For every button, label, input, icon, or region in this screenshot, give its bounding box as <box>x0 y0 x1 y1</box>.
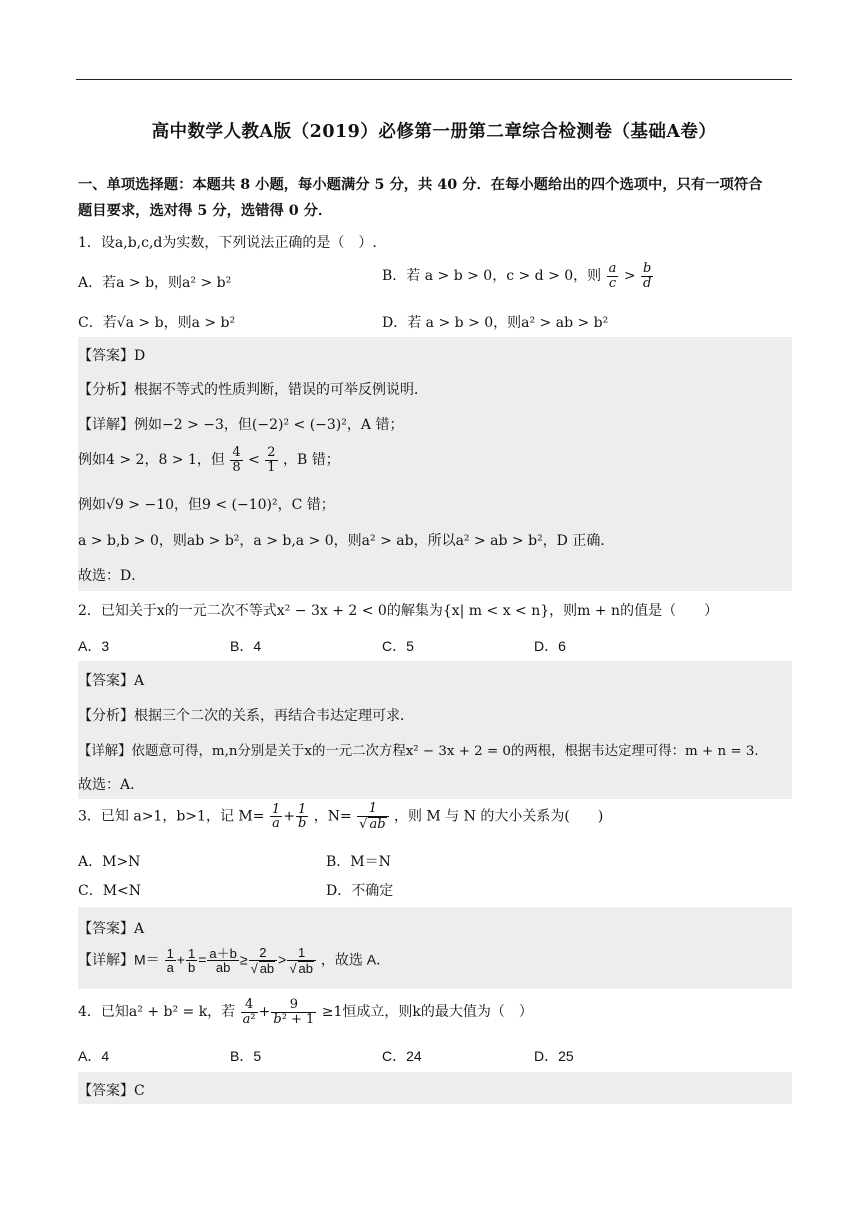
header-rule <box>76 79 792 80</box>
q1-detail-1: 【详解】例如−2 > −3，但(−2)² < (−3)²，A 错； <box>78 417 404 433</box>
q1-analysis: 【分析】根据不等式的性质判断，错误的可举反例说明． <box>78 382 428 398</box>
q4-option-d[interactable]: D．25 <box>534 1048 574 1064</box>
q2-analysis: 【分析】根据三个二次的关系，再结合韦达定理可求． <box>78 708 414 724</box>
q3-stem: 3．已知 a>1，b>1，记 M= $\frac{1}{a}$ + $\frac{1}{b}$ ，N= $\frac{1}{√ ab}$ ，则 M 与 N 的大小关系为( ) <box>78 801 604 832</box>
q2-option-b[interactable]: B．4 <box>230 638 262 654</box>
q4-option-a[interactable]: A．4 <box>78 1048 110 1064</box>
q3-detail: 【详解】M＝ $\frac{1}{a}$ + $\frac{1}{b}$ = $\frac{a+b}{ab}$ ≥ $\frac{2}{√ ab}$ > $\frac{1}{√ ab}$ ，故选 A． <box>78 945 391 976</box>
q4-option-c[interactable]: C．24 <box>382 1048 422 1064</box>
q3-option-d[interactable]: D．不确定 <box>326 883 394 899</box>
q3-option-c[interactable]: C．M<N <box>78 883 142 899</box>
q2-option-a[interactable]: A．3 <box>78 638 110 654</box>
q3-option-b[interactable]: B．M＝N <box>326 854 391 870</box>
q3-option-a[interactable]: A．M>N <box>78 854 141 870</box>
q1-option-b[interactable]: B．若 a > b > 0，c > d > 0，则 $\frac{a}{c}$ > $\frac{b}{d}$ <box>382 261 652 291</box>
q4-stem: 4．已知a² + b² = k，若 $\frac{4}{\text{a²}}$ + $\frac{9}{\text{b² + 1}}$ ≥1恒成立，则k的最大值为（ ） <box>78 997 533 1027</box>
q2-detail: 【详解】依题意可得，m,n分别是关于x的一元二次方程x² − 3x + 2 = 0的两根，根据韦达定理可得：m + n = 3． <box>78 744 768 759</box>
q2-option-c[interactable]: C．5 <box>382 638 414 654</box>
q2-stem: 2．已知关于x的一元二次不等式x² − 3x + 2 < 0的解集为{x| m < x < n}，则m + n的值是（ ） <box>78 603 719 619</box>
q2-choose: 故选：A． <box>78 777 145 793</box>
q1-detail-4: a > b,b > 0，则ab > b²，a > b,a > 0，则a² > ab，所以a² > ab > b²，D 正确． <box>78 533 615 549</box>
q3-answer: 【答案】A <box>78 921 145 937</box>
q1-option-d[interactable]: D．若 a > b > 0，则a² > ab > b² <box>382 315 609 331</box>
q1-choose: 故选：D． <box>78 568 146 584</box>
q1-stem: 1．设a,b,c,d为实数，下列说法正确的是（ ）. <box>78 235 377 251</box>
section-heading: 一、单项选择题：本题共 8 小题，每小题满分 5 分，共 40 分．在每小题给出的四个选项中，只有一项符合 题目要求，选对得 5 分，选错得 0 分． <box>78 177 763 219</box>
q1-detail-2: 例如4 > 2，8 > 1，但 $\frac{4}{8}$ < $\frac{2}{1}$ ，B 错； <box>78 445 340 475</box>
q1-option-c[interactable]: C．若√a > b，则a > b² <box>78 315 236 331</box>
q1-answer: 【答案】D <box>78 348 146 364</box>
q2-option-d[interactable]: D．6 <box>534 638 566 654</box>
q1-detail-3: 例如√9 > −10，但9 < (−10)²，C 错； <box>78 497 335 513</box>
q2-answer: 【答案】A <box>78 673 145 689</box>
page-title: 高中数学人教A版（2019）必修第一册第二章综合检测卷（基础A卷） <box>151 122 717 142</box>
q1-option-a[interactable]: A．若a > b，则a² > b² <box>78 275 232 291</box>
q4-answer: 【答案】C <box>78 1083 145 1099</box>
q4-solution-panel <box>78 1072 792 1104</box>
q2-solution-panel <box>78 661 792 799</box>
q4-option-b[interactable]: B．5 <box>230 1048 262 1064</box>
